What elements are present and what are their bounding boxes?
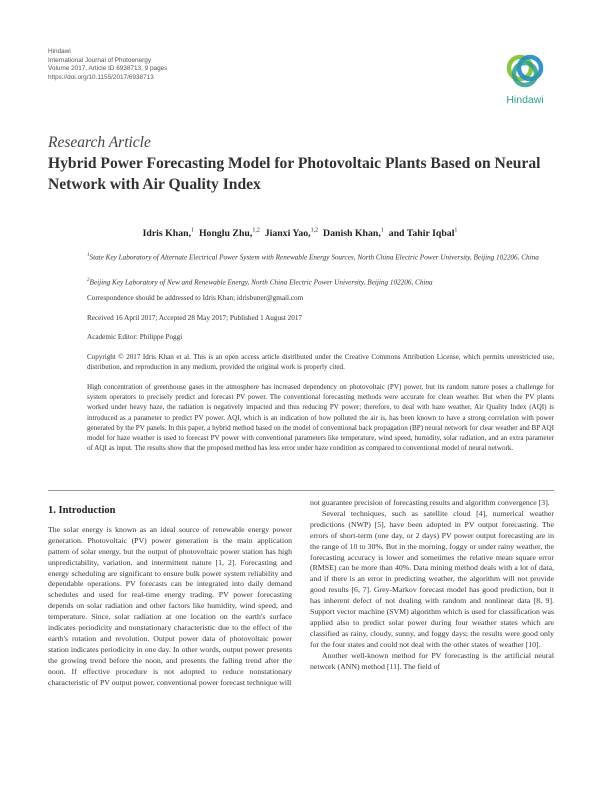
correspondence: Correspondence should be addressed to Idris Khan; idrisbuner@gmail.com bbox=[87, 294, 304, 302]
abstract: High concentration of greenhouse gases in the atmosphere has increased dependency on photovoltaic (PV) power, but its random nature poses a challenge for system operators to precisely predict and forecast PV power. The conventional forecasting methods were accurate for clean weather. But when the PV plants worked under heavy haze, the radiation is negatively impacted and thus reducing PV power; therefore, to deal with haze weather, Air Quality Index (AQI) is introduced as a parameter to predict PV power. AQI, which is an indication of how polluted the air is, has been known to have a strong correlation with power generated by the PV panels. In this paper, a hybrid method based on the model of conventional back propagation (BP) neural network for clear weather and BP AQI model for haze weather is used to forecast PV power with conventional parameters like temperature, wind speed, humidity, solar radiation, and an extra parameter of AQI as input. The results show that the proposed method has less error under haze condition as compared to conventional model of neural network. bbox=[87, 383, 554, 453]
author[interactable]: Jianxi Yao,$^{1,2}$ bbox=[264, 228, 319, 240]
logo-wordmark: Hindawi bbox=[506, 94, 544, 106]
affiliation-2: $^2$Beijing Key Laboratory of New and Renewable Energy, North China Electric Power University, Beijing 102206, China bbox=[87, 278, 433, 287]
journal-volume: Volume 2017, Article ID 6938713, 9 pages bbox=[48, 65, 168, 73]
journal-doi[interactable]: https://doi.org/10.1155/2017/6938713 bbox=[48, 73, 154, 81]
journal-name: International Journal of Photoenergy bbox=[48, 56, 152, 64]
publisher-name: Hindawi bbox=[48, 48, 71, 55]
author[interactable]: and Tahir Iqbal$^1$ bbox=[388, 228, 458, 240]
article-dates: Received 16 April 2017; Accepted 28 May 2017; Published 1 August 2017 bbox=[87, 314, 303, 322]
journal-meta bbox=[48, 48, 167, 82]
affiliation-1: $^1$State Key Laboratory of Alternate Electrical Power System with Renewable Energy Sources, North China Electric Power University, Beijing 102206, China bbox=[87, 253, 539, 262]
paragraph: Several techniques, such as satellite cloud [4], numerical weather predictions (NWP) [5], have been adopted in PV output forecasting. The errors of short-term (one day, or 2 days) PV power output forecasting are in the range of 10 to 30%. But in the morning, foggy or under rainy weather, the forecasting accuracy is lower and sometimes the relative mean square error (RMSE) can be more than 40%. Data mining method deals with a lot of data, and if there is an error in predicting weather, the algorithm will not provide good results [6, 7]. Grey-Markov forecast model has good prediction, but it has inherent defect of not dealing with random and nonlinear data [8, 9]. Support vector machine (SVM) algorithm which is used for classification was applied also to predict solar power during four weather states which are classified as rainy, cloudy, sunny, and foggy days; the results were good only for the four states and could not deal with the other states of weather [10]. bbox=[310, 508, 554, 649]
author[interactable]: Danish Khan,$^1$ bbox=[323, 228, 384, 240]
article-title: Hybrid Power Forecasting Model for Photovoltaic Plants Based on Neural Network with Air Quality Index bbox=[48, 155, 541, 193]
academic-editor: Academic Editor: Philippe Poggi bbox=[87, 333, 183, 341]
author[interactable]: Idris Khan,$^1$ bbox=[142, 228, 195, 240]
section-divider bbox=[48, 490, 554, 491]
body-column-right bbox=[310, 498, 554, 673]
paragraph: The solar energy is known as an ideal source of renewable energy power generation. Photovoltaic (PV) power generation is the main application pattern of solar energy, but the output of photovoltaic power station has high unpredictability, variation, and intermittent nature [1, 2]. Forecasting and energy scheduling are significant to ensure bulk power system reliability and dependable operations. PV forecasts can be integrated into daily demand schedules and used for real-time energy trading. PV power forecasting depends on solar radiation and other factors like humidity, wind speed, and temperature. Since, solar radiation at one location on the earth's surface indicates periodicity and nonstationary characteristic due to the effect of the earth's rotation and revolution. Output power data of photovoltaic power station indicates periodicity in one day. In other words, output power presents the growing trend before the noon, and presents the falling trend after the noon. If effective procedure is not adopted to reduce nonstationary characteristic of PV output power, conventional power forecast technique will bbox=[48, 524, 292, 687]
paragraph: not guarantee precision of forecasting results and algorithm convergence [3]. bbox=[310, 498, 550, 507]
author-list bbox=[0, 228, 600, 239]
author[interactable]: Honglu Zhu,$^{1,2}$ bbox=[198, 228, 260, 240]
section-heading: 1. Introduction bbox=[48, 505, 116, 516]
body-column-left bbox=[48, 506, 292, 689]
copyright-notice: Copyright © 2017 Idris Khan et al. This is an open access article distributed under the Creative Commons Attribution License, which permits unrestricted use, distribution, and reproduction in any medium, provided the original work is properly cited. bbox=[87, 353, 554, 372]
paragraph: Another well-known method for PV forecasting is the artificial neural network (ANN) method [11]. The field of bbox=[310, 650, 554, 671]
article-type: Research Article bbox=[48, 134, 151, 151]
